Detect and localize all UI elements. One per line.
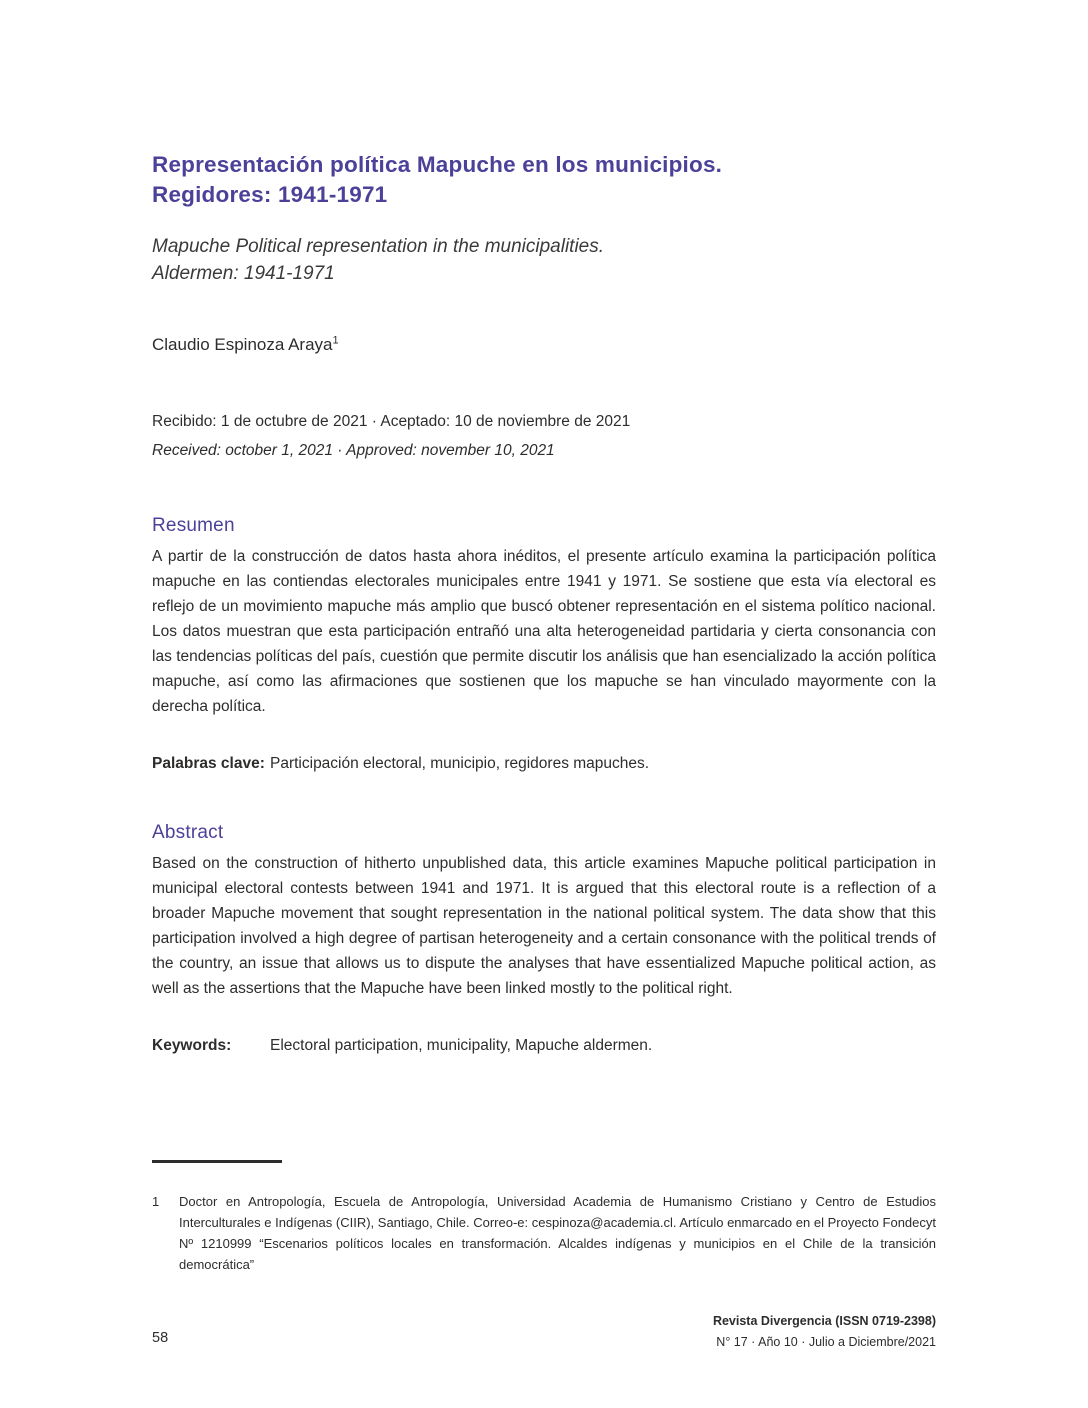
journal-issue-info: N° 17 · Año 10 · Julio a Diciembre/2021 <box>716 1335 936 1349</box>
article-subtitle-english <box>152 233 936 287</box>
received-accepted-es: Recibido: 1 de octubre de 2021 · Aceptado: 10 de noviembre de 2021 <box>152 413 631 430</box>
article-subtitle-line1: Mapuche Political representation in the municipalities. <box>152 236 605 257</box>
article-title-line1: Representación política Mapuche en los municipios. <box>152 152 723 177</box>
author-footnote-marker: 1 <box>332 334 339 347</box>
article-title-line2: Regidores: 1941-1971 <box>152 182 388 207</box>
footnote-divider <box>152 1160 282 1163</box>
article-content <box>152 0 936 1058</box>
palabras-clave-label: Palabras clave: <box>152 755 265 772</box>
article-title <box>152 150 936 210</box>
author-line <box>152 335 936 355</box>
resumen-body: A partir de la construcción de datos hasta ahora inéditos, el presente artículo examina la participación política mapuche en las contiendas electorales municipales entre 1941 y 1971. Se sostiene que esta vía electoral es reflejo de un movimiento mapuche más amplio que buscó obtener representación en el sistema político nacional. Los datos muestran que esta participación entrañó una alta heterogeneidad partidaria y cierta consonancia con las tendencias políticas del país, cuestión que permite discutir los análisis que han esencializado la acción política mapuche, así como las afirmaciones que sostienen que los mapuche se han vinculado mayormente con la derecha política. <box>152 548 936 715</box>
received-accepted-en: Received: october 1, 2021 · Approved: november 10, 2021 <box>152 442 555 459</box>
author-name: Claudio Espinoza Araya <box>152 335 333 354</box>
abstract-heading: Abstract <box>152 822 224 843</box>
article-subtitle-line2: Aldermen: 1941-1971 <box>152 263 335 284</box>
abstract-body: Based on the construction of hitherto unpublished data, this article examines Mapuche political participation in municipal electoral contests between 1941 and 1971. It is argued that this electoral route is a reflection of a broader Mapuche movement that sought representation in the national political system. The data show that this participation involved a high degree of partisan heterogeneity and a certain consonance with the political trends of the country, an issue that allows us to dispute the analyses that have essentialized Mapuche political action, as well as the assertions that the Mapuche have been linked mostly to the political right. <box>152 855 936 997</box>
footnote-number: 1 <box>152 1194 160 1209</box>
keywords-text: Electoral participation, municipality, Mapuche aldermen. <box>270 1037 653 1054</box>
footnote <box>152 1191 936 1275</box>
journal-name-issn: Revista Divergencia (ISSN 0719-2398) <box>712 1314 936 1328</box>
palabras-clave-line <box>152 751 936 776</box>
keywords-line <box>152 1033 936 1058</box>
journal-footer <box>713 1311 936 1353</box>
palabras-clave-text: Participación electoral, municipio, regidores mapuches. <box>270 755 650 772</box>
footnote-block <box>152 1160 936 1275</box>
footnote-text: Doctor en Antropología, Escuela de Antropología, Universidad Academia de Humanismo Cristiano y Centro de Estudios Interculturales e Indígenas (CIIR), Santiago, Chile. Correo-e: cespinoza@academia.cl. Artículo enmarcado en el Proyecto Fondecyt Nº 1210999 “Escenarios políticos locales en transformación. Alcaldes indígenas y municipios en el Chile de la transición democrática” <box>179 1194 936 1272</box>
resumen-heading: Resumen <box>152 515 235 536</box>
page-number: 58 <box>152 1330 169 1346</box>
submission-dates <box>152 407 936 465</box>
keywords-label: Keywords: <box>152 1037 232 1054</box>
